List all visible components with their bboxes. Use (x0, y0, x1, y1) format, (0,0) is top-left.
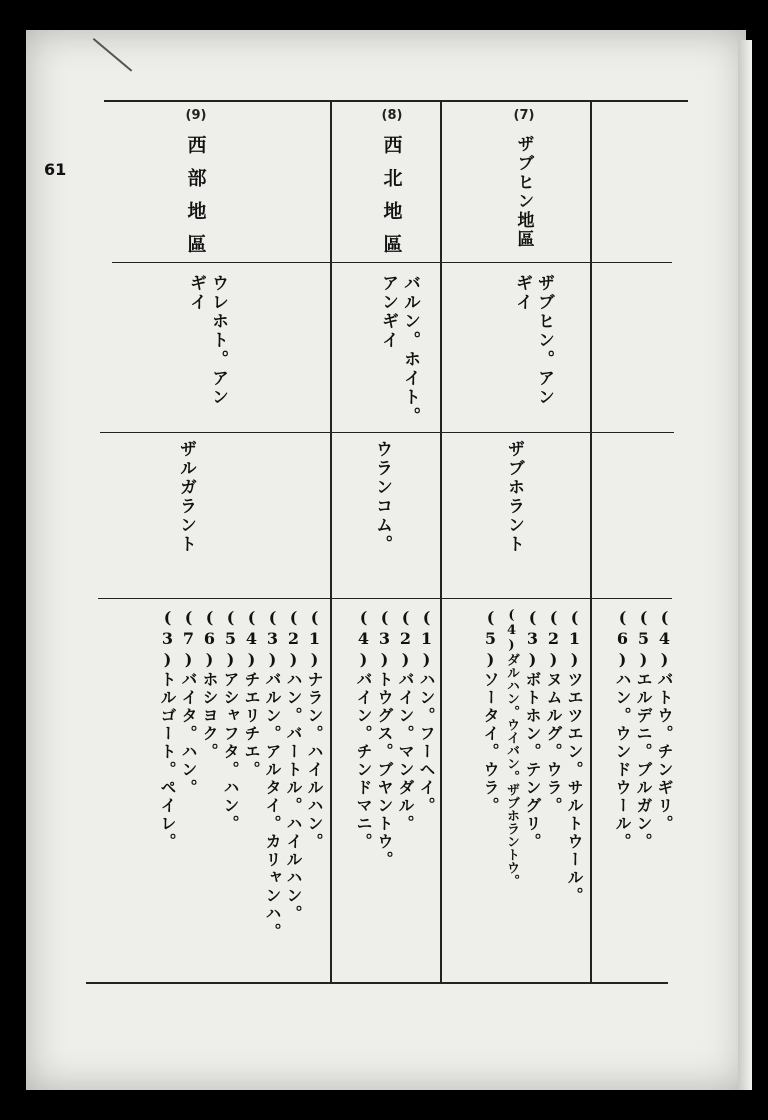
region-9-header (160, 108, 232, 267)
subdivision-name: (3)バルン。アルタイ。カリャンハ。 (263, 608, 282, 941)
leader-line: ザブヒン。アン (534, 274, 554, 407)
region-7-subdivisions (448, 608, 584, 978)
region-8-leader (360, 274, 420, 426)
region-number: (9) (185, 108, 207, 123)
subdivision-name: (4)ダルハン。ウイバン。ザブホラントウ。 (504, 608, 519, 887)
region-name: ザブヒン地區 (513, 135, 534, 249)
region-6-subdivisions (596, 608, 674, 978)
page-edge-shadow (738, 40, 752, 1090)
subdivision-name: (2)ハン。バートル。ハイルハン。 (284, 608, 303, 923)
region-8-header (356, 108, 428, 267)
row-rule-2 (100, 432, 674, 433)
subdivision-name: (4)バトウ。チンギリ。 (655, 608, 674, 833)
subdivision-name: (5)ソータイ。ウラ。 (481, 608, 500, 815)
subdivision-name: (3)ボトホン。テングリ。 (523, 608, 542, 851)
region-7-header (484, 108, 564, 258)
subdivision-name: (4)チエリチエ。 (242, 608, 261, 779)
subdivision-name: (5)アシャフタ。ハン。 (221, 608, 240, 833)
table-top-rule (104, 100, 688, 102)
leader-line: ギイ (186, 274, 206, 312)
column-rule-3 (590, 100, 592, 982)
region-7-leader (494, 274, 554, 426)
column-rule-1 (330, 100, 332, 982)
table-bottom-rule (86, 982, 668, 984)
leader-line: ギイ (512, 274, 532, 312)
column-rule-2 (440, 100, 442, 982)
subdivision-name: (1)ナラン。ハイルハン。 (305, 608, 324, 851)
subdivision-name: (7)バイタ。ハン。 (179, 608, 198, 797)
region-9-seat (176, 440, 216, 590)
region-number: (8) (381, 108, 403, 123)
region-name: 西部地區 (184, 135, 207, 267)
region-9-leader (168, 274, 228, 424)
subdivision-name: (6)ハン。ウンドウール。 (613, 608, 632, 851)
leader-line: バルン。ホイト。 (400, 274, 420, 426)
region-number: (7) (513, 108, 535, 123)
page-number: 61 (44, 160, 67, 179)
region-name: 西北地區 (380, 135, 403, 267)
subdivision-name: (2)バイン。マンダル。 (396, 608, 415, 833)
subdivision-name: (5)エルデニ。ブルガン。 (634, 608, 653, 851)
subdivision-name: (1)ツエツエン。サルトウール。 (565, 608, 584, 905)
seat-name: ウランコム。 (372, 440, 392, 554)
leader-line: ウレホト。アン (208, 274, 228, 407)
region-8-subdivisions (340, 608, 436, 978)
subdivision-name: (4)バイン。チンドマニ。 (354, 608, 373, 851)
seat-name: ザブホラント (504, 440, 524, 554)
subdivision-name: (3)トウグス。ブヤントウ。 (375, 608, 394, 869)
seat-name: ザルガラント (176, 440, 196, 554)
subdivision-name: (3)トルゴート。ペイレ。 (158, 608, 177, 851)
leader-line: アンギイ (378, 274, 398, 350)
region-7-seat (504, 440, 544, 590)
subdivision-name: (6)ホシヨク。 (200, 608, 219, 761)
region-9-subdivisions (104, 608, 324, 978)
subdivision-name: (2)ヌムルグ。ウラ。 (544, 608, 563, 815)
row-rule-3 (98, 598, 672, 599)
region-8-seat (372, 440, 412, 590)
subdivision-name: (1)ハン。フーヘイ。 (417, 608, 436, 815)
